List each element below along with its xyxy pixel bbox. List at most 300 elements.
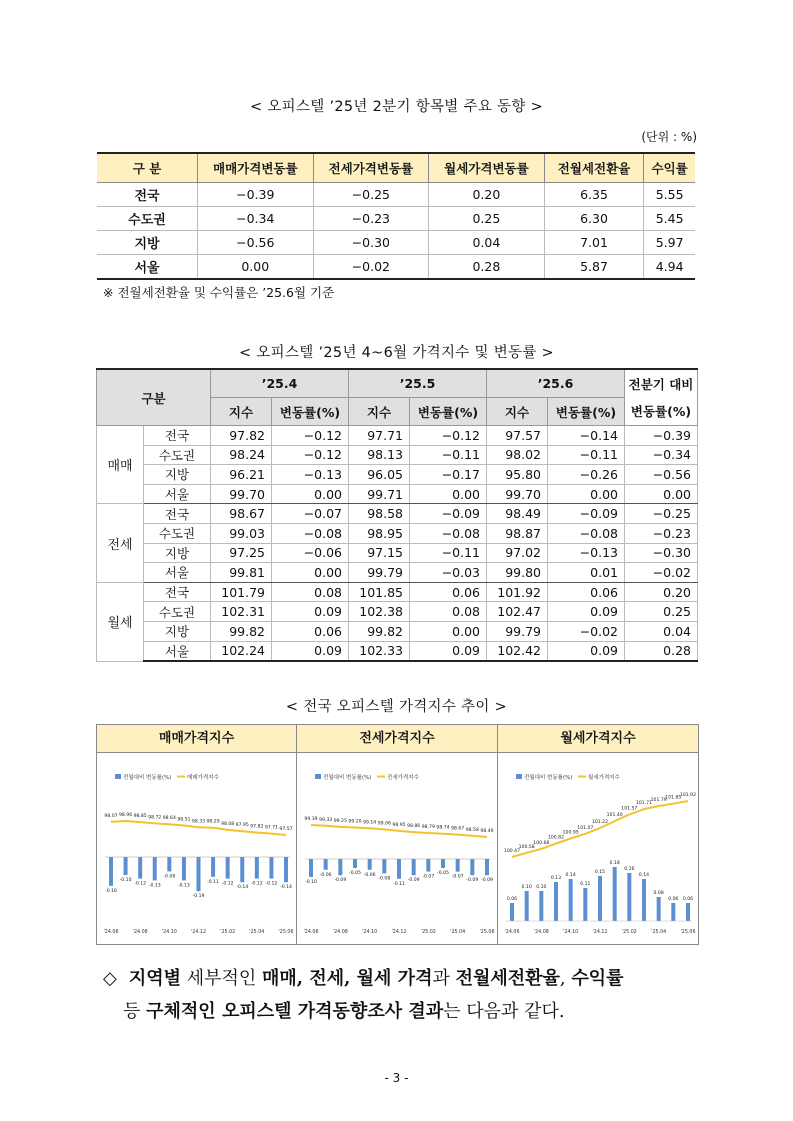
change-bar	[397, 859, 401, 879]
group-label: 월세	[97, 582, 144, 661]
index-table	[96, 368, 698, 662]
table-cell: 0.20	[625, 582, 698, 602]
summary-fragment: 등	[123, 1001, 147, 1022]
table-cell: −0.02	[548, 621, 625, 641]
table-row	[97, 445, 698, 465]
table-cell: 0.09	[548, 641, 625, 661]
header-period-1: ’25.4	[211, 369, 349, 398]
change-bar-label: 0.06	[506, 897, 518, 902]
change-bar	[470, 859, 474, 875]
page-number: - 3 -	[384, 1071, 409, 1085]
table-cell: 102.31	[211, 602, 272, 622]
change-bar	[671, 903, 675, 921]
x-tick-label: '25.04	[249, 930, 265, 935]
section-title-2: < 오피스텔 ’25년 4~6월 가격지수 및 변동률 >	[238, 345, 555, 361]
change-bar-label: 0.15	[594, 870, 606, 875]
table-cell: −0.02	[313, 255, 429, 280]
change-bar-label: -0.08	[378, 876, 391, 882]
table-cell: 95.80	[487, 465, 548, 485]
header-index: 지수	[349, 398, 410, 426]
table-row	[97, 504, 698, 524]
x-tick-label: '25.02	[420, 930, 436, 935]
summary-fragment: 매매, 전세, 월세 가격	[262, 968, 433, 989]
legend-swatch-bar	[115, 774, 121, 779]
table-cell: −0.30	[313, 231, 429, 255]
index-point-label: 101.57	[621, 806, 638, 812]
index-line	[512, 801, 688, 857]
row-label: 수도권	[97, 207, 198, 231]
x-tick-label: '24.12	[592, 930, 608, 935]
table-cell: 102.47	[487, 602, 548, 622]
table-row	[97, 641, 698, 661]
summary-table	[97, 152, 695, 280]
x-tick-label: '25.04	[651, 930, 667, 935]
header-period-2: ’25.5	[349, 369, 487, 398]
index-point-label: 101.85	[665, 795, 682, 801]
table-cell: −0.11	[410, 445, 487, 465]
change-bar-label: 0.10	[536, 885, 547, 890]
table-cell: −0.34	[198, 207, 314, 231]
change-bar	[338, 859, 342, 875]
table-row	[97, 231, 695, 255]
table-cell: 98.13	[349, 445, 410, 465]
x-tick-label: '24.10	[161, 930, 177, 935]
table-cell: 7.01	[544, 231, 644, 255]
change-bar	[412, 859, 416, 875]
table-row	[97, 543, 698, 563]
summary-fragment: 전월세전환율	[455, 968, 560, 989]
change-bar-label: 0.06	[668, 897, 679, 902]
table-cell: −0.25	[313, 183, 429, 207]
change-bar	[613, 867, 617, 921]
table-cell: −0.08	[272, 523, 349, 543]
column-header: 수익률	[644, 153, 695, 183]
row-label: 서울	[97, 255, 198, 280]
chart-legend	[115, 773, 220, 781]
table-cell: 99.79	[487, 621, 548, 641]
change-bar	[583, 888, 587, 921]
change-bar-label: -0.09	[334, 878, 347, 884]
table-cell: −0.08	[548, 523, 625, 543]
table-cell: 0.06	[548, 582, 625, 602]
index-point-label: 100.58	[518, 844, 535, 850]
change-bar-label: -0.07	[422, 874, 435, 880]
change-bar-label: -0.06	[319, 872, 332, 878]
index-point-label: 101.92	[679, 793, 697, 798]
x-tick-label: '25.04	[450, 930, 466, 935]
chart-title: 전세가격지수	[297, 725, 497, 753]
change-bar-label: 0.08	[653, 891, 664, 896]
x-tick-label: '24.06	[103, 930, 119, 935]
index-point-label: 99.14	[363, 820, 377, 826]
table-cell: 96.05	[349, 465, 410, 485]
table-row	[97, 602, 698, 622]
summary-line-1	[103, 962, 703, 995]
x-tick-label: '25.02	[220, 930, 236, 935]
region-label: 전국	[144, 426, 211, 446]
change-bar	[441, 859, 445, 868]
table-cell: 98.02	[487, 445, 548, 465]
chart-panel-sale	[96, 724, 297, 945]
group-label: 전세	[97, 504, 144, 582]
table-row	[97, 563, 698, 583]
table-cell: 97.25	[211, 543, 272, 563]
table-cell: 99.79	[349, 563, 410, 583]
change-bar	[353, 859, 357, 868]
change-bar	[167, 857, 171, 871]
table-cell: 97.71	[349, 426, 410, 446]
header-change: 변동률(%)	[272, 398, 349, 426]
table-cell: 96.21	[211, 465, 272, 485]
change-bar-label: 0.18	[609, 861, 620, 866]
change-bar	[240, 857, 244, 882]
diamond-bullet: ◇	[103, 968, 117, 989]
column-header: 구 분	[97, 153, 198, 183]
change-bar-label: -0.11	[393, 881, 405, 887]
chart-panel-rent	[497, 724, 699, 945]
chart-svg-rent	[498, 753, 698, 944]
change-bar	[569, 879, 573, 921]
index-point-label: 98.72	[148, 815, 162, 821]
section-title-1: < 오피스텔 ’25년 2분기 항목별 주요 동향 >	[249, 99, 544, 115]
change-bar-label: -0.16	[105, 888, 117, 894]
column-header: 전세가격변동률	[313, 153, 429, 183]
table-cell: 0.00	[410, 484, 487, 504]
chart-legend	[315, 773, 420, 781]
table-row	[97, 523, 698, 543]
table-cell: 98.58	[349, 504, 410, 524]
chart-panel-jeonse	[296, 724, 498, 945]
table-cell: 0.04	[625, 621, 698, 641]
table-cell: −0.02	[625, 563, 698, 583]
legend-label: 전월대비 변동률(%)	[123, 775, 172, 781]
table-cell: 5.97	[644, 231, 695, 255]
table-cell: 0.08	[410, 602, 487, 622]
change-bar	[627, 873, 631, 921]
index-point-label: 101.07	[577, 825, 594, 831]
change-bar-label: 0.11	[580, 882, 591, 887]
index-point-label: 101.22	[591, 820, 609, 826]
table-cell: −0.13	[272, 465, 349, 485]
table-cell: 4.94	[644, 255, 695, 280]
change-bar-label: -0.09	[481, 878, 493, 884]
change-bar-label: -0.10	[305, 880, 317, 885]
change-bar-label: 0.13	[550, 876, 562, 881]
table-cell: 6.35	[544, 183, 644, 207]
change-bar-label: -0.09	[407, 878, 420, 884]
row-label: 지방	[97, 231, 198, 255]
change-bar-label: 0.14	[638, 873, 650, 878]
index-point-label: 100.82	[547, 835, 565, 841]
table-row	[97, 426, 698, 446]
change-bar	[539, 891, 543, 921]
header-group: 구분	[97, 369, 211, 426]
x-tick-label: '24.06	[504, 930, 520, 935]
table-cell: −0.11	[410, 543, 487, 563]
change-bar	[525, 891, 529, 921]
change-bar-label: -0.12	[265, 881, 278, 887]
table-cell: −0.09	[410, 504, 487, 524]
table-cell: 0.06	[272, 621, 349, 641]
header-index: 지수	[211, 398, 272, 426]
region-label: 지방	[144, 621, 211, 641]
region-label: 지방	[144, 465, 211, 485]
change-bar	[686, 903, 690, 921]
table-cell: 5.45	[644, 207, 695, 231]
index-point-label: 98.86	[407, 824, 421, 830]
index-point-label: 101.40	[606, 813, 623, 819]
change-bar	[382, 859, 386, 873]
table-cell: 0.09	[548, 602, 625, 622]
summary-fragment: ,	[559, 968, 572, 989]
summary-paragraph	[103, 962, 703, 1028]
table-cell: 0.06	[410, 582, 487, 602]
table-cell: 0.28	[429, 255, 545, 280]
index-point-label: 99.20	[348, 819, 362, 825]
header-change: 변동률(%)	[410, 398, 487, 426]
row-label: 전국	[97, 183, 198, 207]
table-cell: 99.80	[487, 563, 548, 583]
index-point-label: 98.74	[436, 825, 450, 831]
table-cell: −0.07	[272, 504, 349, 524]
table-cell: 99.70	[211, 484, 272, 504]
change-bar-label: -0.07	[451, 874, 464, 880]
change-bar	[109, 857, 113, 886]
column-header: 월세가격변동률	[429, 153, 545, 183]
legend-swatch-bar	[516, 774, 522, 779]
index-point-label: 99.06	[377, 821, 391, 827]
change-bar-label: -0.14	[236, 885, 249, 891]
table-cell: 0.25	[625, 602, 698, 622]
table-cell: −0.30	[625, 543, 698, 563]
table-cell: 98.87	[487, 523, 548, 543]
summary-fragment: 세부적인	[181, 968, 263, 989]
change-bar-label: -0.12	[134, 881, 147, 887]
index-point-label: 98.29	[206, 819, 220, 825]
change-bar-label: -0.06	[363, 872, 376, 878]
region-label: 수도권	[144, 602, 211, 622]
change-bar-label: -0.11	[207, 879, 220, 885]
x-tick-label: '25.02	[621, 930, 637, 935]
index-point-label: 100.47	[503, 849, 521, 854]
change-bar-label: -0.09	[466, 878, 479, 884]
table-cell: −0.26	[548, 465, 625, 485]
index-point-label: 98.96	[119, 813, 133, 818]
table-cell: −0.06	[272, 543, 349, 563]
header-index: 지수	[487, 398, 548, 426]
change-bar-label: -0.08	[163, 874, 176, 880]
table-row	[97, 255, 695, 280]
group-label: 매매	[97, 426, 144, 504]
table-cell: 5.87	[544, 255, 644, 280]
header-prev-quarter: 전분기 대비	[625, 369, 698, 398]
x-tick-label: '24.10	[563, 930, 579, 935]
index-point-label: 100.68	[533, 840, 550, 846]
table-cell: 98.24	[211, 445, 272, 465]
change-bar	[269, 857, 273, 879]
change-bar-label: -0.12	[250, 881, 263, 887]
table-cell: −0.34	[625, 445, 698, 465]
table-cell: 97.57	[487, 426, 548, 446]
change-bar	[485, 859, 489, 875]
table-cell: 99.70	[487, 484, 548, 504]
table-cell: 0.00	[198, 255, 314, 280]
index-point-label: 97.71	[264, 825, 278, 831]
region-label: 서울	[144, 563, 211, 583]
change-bar-label: 0.06	[682, 897, 694, 902]
table-cell: 98.67	[211, 504, 272, 524]
index-point-label: 99.33	[319, 817, 333, 823]
change-bar	[182, 857, 186, 880]
table-cell: 0.00	[548, 484, 625, 504]
table-cell: 97.02	[487, 543, 548, 563]
column-header: 전월세전환율	[544, 153, 644, 183]
legend-label: 전월대비 변동률(%)	[524, 775, 573, 781]
x-tick-label: '24.06	[303, 930, 319, 935]
change-bar	[456, 859, 460, 872]
table-row	[97, 484, 698, 504]
index-point-label: 98.49	[480, 829, 494, 834]
table-cell: 0.09	[272, 602, 349, 622]
header-prev-change: 변동률(%)	[625, 398, 698, 426]
table-cell: 99.81	[211, 563, 272, 583]
region-label: 서울	[144, 484, 211, 504]
index-point-label: 98.67	[451, 826, 465, 832]
table-cell: 0.09	[410, 641, 487, 661]
index-point-label: 100.95	[562, 830, 579, 836]
change-bar-label: -0.19	[192, 894, 205, 900]
change-bar	[226, 857, 230, 879]
table-cell: −0.09	[548, 504, 625, 524]
table-cell: 99.71	[349, 484, 410, 504]
table-row	[97, 465, 698, 485]
table-cell: 101.79	[211, 582, 272, 602]
table-row	[97, 207, 695, 231]
change-bar	[510, 903, 514, 921]
summary-fragment: 는 다음과 같다.	[443, 1001, 565, 1022]
table-cell: 0.20	[429, 183, 545, 207]
change-bar-label: -0.13	[148, 883, 161, 889]
header-change: 변동률(%)	[548, 398, 625, 426]
summary-fragment: 구체적인 오피스텔 가격동향조사 결과	[146, 1001, 444, 1022]
index-point-label: 98.95	[392, 822, 406, 828]
footnote: ※ 전월세전환율 및 수익률은 ’25.6월 기준	[103, 285, 335, 300]
change-bar-label: 0.14	[565, 873, 576, 878]
chart-svg-jeonse	[297, 753, 497, 944]
chart-title: 월세가격지수	[498, 725, 698, 753]
x-tick-label: '24.08	[132, 930, 148, 935]
change-bar	[426, 859, 430, 872]
index-point-label: 101.79	[650, 798, 667, 804]
table-cell: 0.00	[625, 484, 698, 504]
index-point-label: 99.25	[333, 818, 347, 824]
region-label: 지방	[144, 543, 211, 563]
table-cell: −0.25	[625, 504, 698, 524]
table-cell: −0.56	[198, 231, 314, 255]
x-tick-label: '24.12	[391, 930, 407, 935]
index-point-label: 97.57	[279, 827, 293, 832]
x-tick-label: '25.06	[680, 930, 696, 935]
change-bar-label: -0.05	[437, 871, 449, 876]
region-label: 서울	[144, 641, 211, 661]
table-cell: 102.38	[349, 602, 410, 622]
index-point-label: 98.51	[177, 817, 191, 823]
table-row	[97, 621, 698, 641]
change-bar-label: -0.10	[119, 878, 132, 883]
index-point-label: 98.08	[221, 821, 235, 827]
table-cell: 98.95	[349, 523, 410, 543]
table-cell: 0.04	[429, 231, 545, 255]
column-header: 매매가격변동률	[198, 153, 314, 183]
section-title-3: < 전국 오피스텔 가격지수 추이 >	[285, 699, 508, 715]
table-cell: −0.11	[548, 445, 625, 465]
change-bar	[368, 859, 372, 870]
table-cell: 101.85	[349, 582, 410, 602]
index-point-label: 97.95	[235, 823, 249, 829]
table-cell: −0.39	[198, 183, 314, 207]
index-point-label: 98.07	[104, 813, 118, 819]
x-tick-label: '24.12	[190, 930, 207, 935]
index-point-label: 98.64	[162, 816, 176, 822]
change-bar	[554, 882, 558, 921]
table-cell: −0.13	[548, 543, 625, 563]
table-cell: −0.17	[410, 465, 487, 485]
table-cell: 6.30	[544, 207, 644, 231]
region-label: 수도권	[144, 523, 211, 543]
table-cell: 102.33	[349, 641, 410, 661]
table-cell: −0.14	[548, 426, 625, 446]
table-row	[97, 582, 698, 602]
index-point-label: 99.39	[304, 817, 318, 822]
region-label: 전국	[144, 582, 211, 602]
change-bar	[642, 879, 646, 921]
table-cell: −0.12	[410, 426, 487, 446]
change-bar	[255, 857, 259, 879]
legend-label: 전월대비 변동률(%)	[323, 775, 372, 781]
table-cell: −0.08	[410, 523, 487, 543]
unit-label: (단위 : %)	[641, 130, 697, 144]
change-bar	[309, 859, 313, 877]
chart-title: 매매가격지수	[97, 725, 296, 753]
summary-fragment: 과	[432, 968, 456, 989]
legend-label: 전세가격지수	[387, 775, 419, 781]
x-tick-label: '24.10	[362, 930, 378, 935]
table-cell: −0.03	[410, 563, 487, 583]
table-cell: −0.12	[272, 445, 349, 465]
header-period-3: ’25.6	[487, 369, 625, 398]
change-bar	[138, 857, 142, 879]
table-cell: −0.23	[313, 207, 429, 231]
table-cell: 0.28	[625, 641, 698, 661]
summary-fragment: 지역별	[128, 968, 182, 989]
table-cell: 0.25	[429, 207, 545, 231]
table-cell: 0.00	[272, 484, 349, 504]
change-bar-label: 0.16	[624, 867, 635, 872]
table-cell: 101.92	[487, 582, 548, 602]
table-cell: −0.12	[272, 426, 349, 446]
legend-label: 월세가격지수	[588, 775, 620, 781]
change-bar	[598, 876, 602, 921]
table-cell: 0.00	[272, 563, 349, 583]
index-point-label: 98.33	[191, 819, 206, 825]
change-bar	[124, 857, 128, 875]
table-cell: 98.49	[487, 504, 548, 524]
legend-label: 매매가격지수	[187, 775, 219, 781]
table-cell: 97.15	[349, 543, 410, 563]
index-point-label: 97.82	[250, 824, 264, 830]
index-point-label: 98.79	[421, 825, 435, 830]
index-point-label: 98.58	[465, 827, 479, 833]
